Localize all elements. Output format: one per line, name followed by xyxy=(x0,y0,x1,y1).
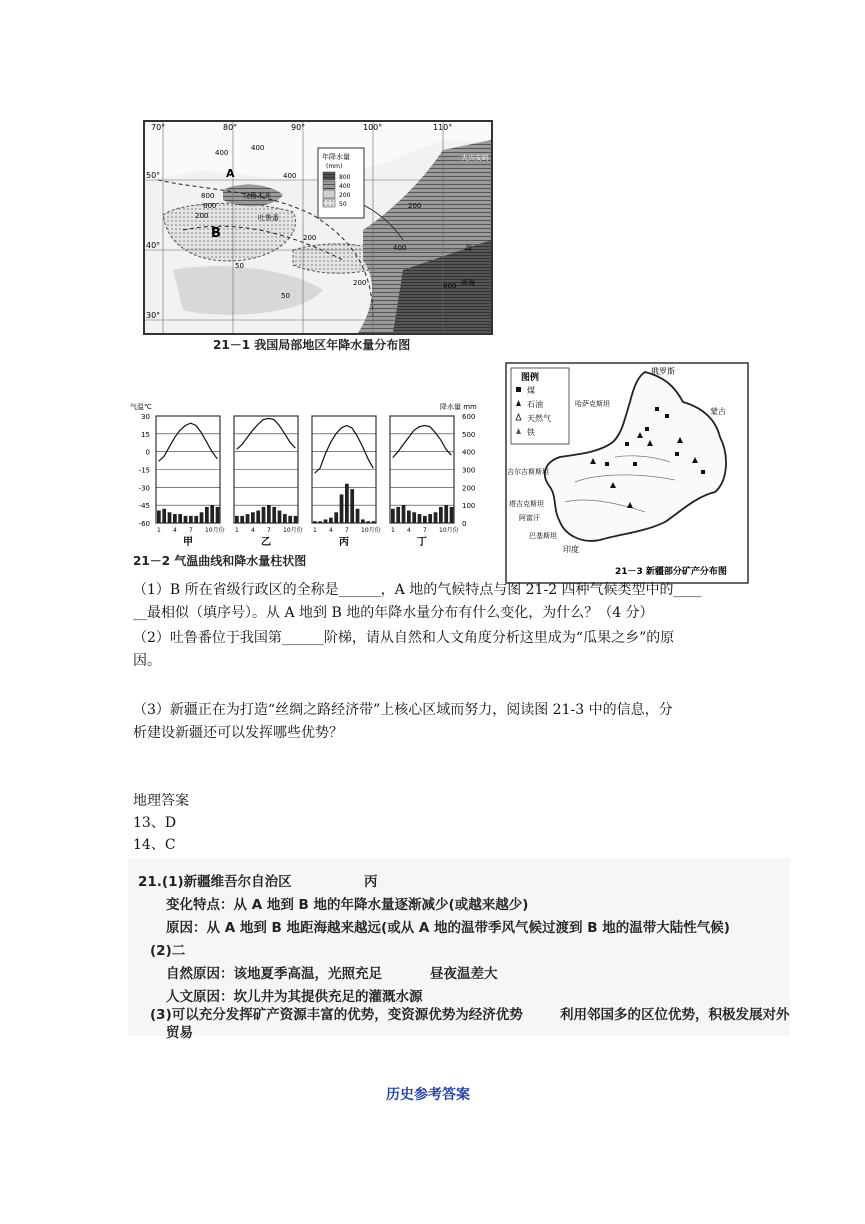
month-tick-label: 4 xyxy=(329,527,333,534)
answer-21-1-type: 丙 xyxy=(364,874,378,890)
isohyet-label: 200 xyxy=(353,279,367,287)
precipitation-bar xyxy=(391,509,395,523)
figure-caption-21-2: 21－2 气温曲线和降水量柱状图 xyxy=(133,554,307,568)
precipitation-bar xyxy=(423,516,427,523)
precipitation-bar xyxy=(428,514,432,523)
precipitation-bar xyxy=(178,514,182,523)
precipitation-bar xyxy=(168,512,172,523)
precipitation-bar xyxy=(173,514,177,523)
precipitation-map xyxy=(143,120,493,335)
isohyet-label: 600 xyxy=(203,202,217,210)
country-label: 印度 xyxy=(563,545,579,554)
answer-21-3-cont: 利用邻国多的区位优势，积极发展对外 xyxy=(560,1007,790,1023)
lon-label: 110° xyxy=(433,123,453,132)
temp-tick-label: -60 xyxy=(138,520,150,528)
precipitation-bar xyxy=(366,521,370,523)
precip-tick-label: 600 xyxy=(462,413,476,421)
precipitation-map-figure xyxy=(143,120,493,335)
month-tick-label: 1 xyxy=(157,527,161,534)
question-2-line-2: 因。 xyxy=(133,653,161,669)
legend-value: 50 xyxy=(339,201,347,208)
isohyet-label: 50 xyxy=(281,292,290,300)
precipitation-bar xyxy=(444,505,448,523)
precipitation-bar xyxy=(288,516,292,523)
precipitation-bar xyxy=(340,494,344,523)
precipitation-bar xyxy=(267,505,271,523)
month-tick-label: 1 xyxy=(235,527,239,534)
climate-type-label: 甲 xyxy=(183,537,193,548)
precipitation-bar xyxy=(205,507,209,523)
climate-panel xyxy=(156,416,225,548)
month-tick-label: 4 xyxy=(407,527,411,534)
lon-label: 100° xyxy=(363,123,383,132)
precipitation-bar xyxy=(251,512,255,523)
legend-title: 图例 xyxy=(521,373,540,383)
isohyet-label: 200 xyxy=(195,212,209,220)
country-label: 巴基斯坦 xyxy=(529,532,557,540)
isohyet-label: 400 xyxy=(393,244,407,252)
lat-label: 40° xyxy=(146,241,161,250)
country-label: 哈萨克斯坦 xyxy=(575,400,610,408)
figure-caption-21-3: 21－3 新疆部分矿产分布图 xyxy=(615,567,727,577)
month-tick-label: 4 xyxy=(173,527,177,534)
month-tick-label: 10月份 xyxy=(361,527,381,534)
sea-label: 黄海 xyxy=(461,279,475,287)
temp-tick-label: -15 xyxy=(138,466,150,475)
precipitation-bar xyxy=(350,489,354,523)
place-label: 吐鲁番 xyxy=(258,214,279,222)
point-a-label: A xyxy=(226,167,235,180)
mineral-legend xyxy=(511,368,569,444)
legend-title: 年降水量 xyxy=(322,153,350,161)
precipitation-bar xyxy=(318,521,322,523)
answer-14: 14、C xyxy=(133,837,176,853)
isohyet-label: 200 xyxy=(303,234,317,242)
month-tick-label: 10月份 xyxy=(439,527,459,534)
precipitation-bar xyxy=(294,516,298,523)
precipitation-bar xyxy=(283,514,287,523)
coal-icon xyxy=(516,387,521,392)
precipitation-bar xyxy=(356,509,360,523)
scanned-answer-block xyxy=(128,858,790,1041)
question-3-line-1: （3）新疆正在为打造“丝绸之路经济带”上核心区域而努力，阅读图 21-3 中的信息，分 xyxy=(133,702,673,718)
month-tick-label: 10月份 xyxy=(283,527,303,534)
precipitation-bar xyxy=(434,512,438,523)
map-legend xyxy=(318,148,364,218)
climate-type-label: 丁 xyxy=(417,537,427,548)
precip-tick-label: 500 xyxy=(462,430,476,439)
precipitation-bar xyxy=(272,507,276,523)
month-tick-label: 1 xyxy=(313,527,317,534)
legend-value: 400 xyxy=(339,183,351,190)
precipitation-bar xyxy=(396,507,400,523)
sea-label: 海 xyxy=(465,244,472,252)
answer-13: 13、D xyxy=(133,815,177,831)
question-2-line-1: （2）吐鲁番位于我国第______阶梯，请从自然和人文角度分析这里成为“瓜果之乡”的原 xyxy=(133,630,675,646)
precipitation-bar xyxy=(439,507,443,523)
month-tick-label: 7 xyxy=(267,527,271,534)
lon-label: 80° xyxy=(223,123,238,132)
precipitation-bar xyxy=(235,516,239,523)
right-axis-label: 降水量 mm xyxy=(440,403,477,411)
lon-label: 90° xyxy=(291,123,306,132)
temp-tick-label: 15 xyxy=(141,430,150,439)
month-tick-label: 7 xyxy=(189,527,193,534)
temp-tick-label: 30 xyxy=(141,413,150,421)
precipitation-bar xyxy=(313,521,317,523)
legend-unit: (mm) xyxy=(326,163,343,170)
answer-21-3: (3)可以充分发挥矿产资源丰富的优势，变资源优势为经济优势 xyxy=(150,1007,523,1023)
climate-panels xyxy=(156,416,459,548)
answer-21-1: 21.(1)新疆维吾尔自治区 xyxy=(138,874,292,890)
region-b-label: B xyxy=(211,226,221,241)
lat-label: 30° xyxy=(146,311,161,320)
climate-type-label: 乙 xyxy=(261,537,271,548)
precipitation-bar xyxy=(412,512,416,523)
legend-item: 石油 xyxy=(527,400,543,409)
precipitation-bar xyxy=(262,507,266,523)
precipitation-bar xyxy=(278,511,282,523)
left-axis-label: 气温℃ xyxy=(130,403,152,411)
precipitation-bar xyxy=(200,512,204,523)
precipitation-bar xyxy=(334,512,338,523)
lat-label: 50° xyxy=(146,171,161,180)
precipitation-bar xyxy=(361,519,365,523)
precip-tick-label: 200 xyxy=(462,484,476,493)
precipitation-bar xyxy=(407,511,411,523)
question-3-line-2: 析建设新疆还可以发挥哪些优势？ xyxy=(133,725,343,741)
precipitation-bar xyxy=(256,511,260,523)
precipitation-bar xyxy=(162,509,166,523)
climate-charts xyxy=(130,398,480,550)
question-1-line-2: __最相似（填序号）。从 A 地到 B 地的年降水量分布有什么变化，为什么？（4 分） xyxy=(133,605,654,621)
climate-panel xyxy=(390,416,459,548)
precipitation-bar xyxy=(189,516,193,523)
country-label: 俄罗斯 xyxy=(651,367,675,376)
precipitation-bar xyxy=(240,516,244,523)
temp-tick-label: 0 xyxy=(145,448,150,457)
precipitation-ticks xyxy=(462,413,475,528)
climate-panel xyxy=(234,416,303,548)
lon-label: 70° xyxy=(151,123,166,132)
climate-type-label: 丙 xyxy=(339,537,349,548)
legend-item: 天然气 xyxy=(527,414,551,423)
temperature-ticks xyxy=(139,413,150,528)
legend-item: 煤 xyxy=(527,386,535,395)
isohyet-label: 800 xyxy=(443,282,457,290)
precip-tick-label: 100 xyxy=(462,502,476,511)
place-label: 乌鲁木齐 xyxy=(243,192,271,200)
temp-tick-label: -30 xyxy=(138,484,150,493)
question-1-line-1: （1）B 所在省级行政区的全称是______，A 地的气候特点与图 21-2 四种气候类型中的____ xyxy=(133,582,702,598)
precipitation-bar xyxy=(329,518,333,523)
precip-tick-label: 400 xyxy=(462,448,476,457)
isohyet-label: 50 xyxy=(235,262,244,270)
climate-panel xyxy=(312,416,381,548)
month-tick-label: 4 xyxy=(251,527,255,534)
answer-human-reason: 人文原因：坎儿井为其提供充足的灌溉水源 xyxy=(166,989,423,1005)
precipitation-bar xyxy=(450,507,454,523)
precipitation-bar xyxy=(246,514,250,523)
precipitation-bar xyxy=(194,516,198,523)
month-tick-label: 7 xyxy=(345,527,349,534)
country-label: 阿富汗 xyxy=(519,514,540,522)
history-answers-heading: 历史参考答案 xyxy=(386,1087,470,1103)
answer-temperature-range: 昼夜温差大 xyxy=(430,966,498,982)
answer-21-3-trade: 贸易 xyxy=(166,1025,193,1041)
country-label: 塔吉克斯坦 xyxy=(509,500,544,508)
legend-value: 800 xyxy=(339,174,351,181)
figure-caption-21-1: 21－1 我国局部地区年降水量分布图 xyxy=(213,338,411,352)
precip-tick-label: 300 xyxy=(462,466,476,475)
month-tick-label: 1 xyxy=(391,527,395,534)
precipitation-bar xyxy=(402,505,406,523)
legend-item: 铁 xyxy=(527,428,535,437)
country-label: 蒙古 xyxy=(710,407,726,416)
month-tick-label: 10月份 xyxy=(205,527,225,534)
precip-tick-label: 0 xyxy=(462,520,467,528)
answer-change: 变化特点：从 A 地到 B 地的年降水量逐渐减少(或越来越少) xyxy=(166,897,529,913)
country-label: 吉尔吉斯斯坦 xyxy=(507,468,549,476)
month-tick-label: 7 xyxy=(423,527,427,534)
isohyet-label: 400 xyxy=(251,144,265,152)
region-label: 大兴安岭 xyxy=(461,154,489,162)
answer-reason: 原因：从 A 地到 B 地距海越来越远(或从 A 地的温带季风气候过渡到 B 地的温带大陆性气候) xyxy=(166,920,730,936)
xinjiang-mineral-map xyxy=(505,362,749,584)
precipitation-bar xyxy=(216,507,220,523)
precipitation-bar xyxy=(210,505,214,523)
precipitation-bar xyxy=(157,511,161,523)
isohyet-label: 400 xyxy=(215,149,229,157)
isohyet-label: 400 xyxy=(283,172,297,180)
precipitation-bar xyxy=(324,519,328,523)
precipitation-bar xyxy=(184,516,188,523)
isohyet-label: 800 xyxy=(201,192,215,200)
temp-tick-label: -45 xyxy=(138,502,150,511)
precipitation-bar xyxy=(345,484,349,523)
answers-heading: 地理答案 xyxy=(133,793,189,809)
precipitation-bar xyxy=(372,521,376,523)
xinjiang-mineral-map-figure xyxy=(505,362,749,584)
climate-charts-figure xyxy=(130,398,480,550)
isohyet-label: 200 xyxy=(408,202,422,210)
precipitation-bar xyxy=(418,514,422,523)
answer-natural-reason: 自然原因：该地夏季高温，光照充足 xyxy=(166,966,382,982)
answer-21-2: (2)二 xyxy=(150,943,186,959)
legend-value: 200 xyxy=(339,192,351,199)
